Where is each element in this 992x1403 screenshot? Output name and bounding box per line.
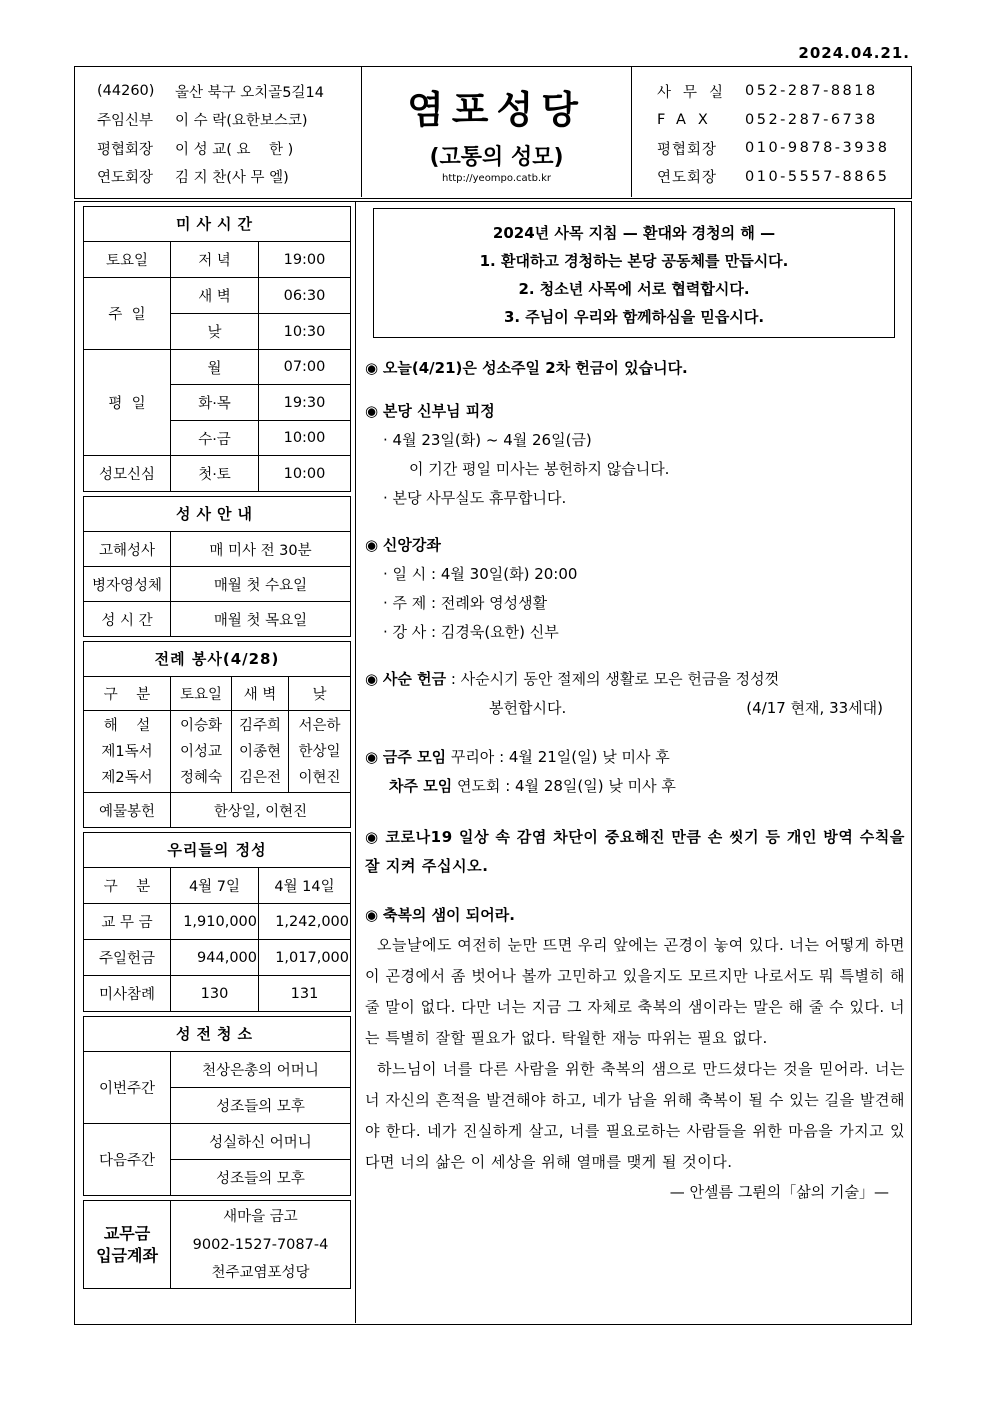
- offering-value: 130: [171, 976, 259, 1012]
- notice-line: · 본당 사무실도 휴무합니다.: [383, 489, 567, 507]
- notice-title: 사순 헌금: [382, 670, 447, 688]
- meeting-text: 꾸리아 : 4월 21일(일) 낮 미사 후: [446, 748, 670, 766]
- right-column: [365, 208, 905, 1207]
- yeondo-phone-row: [657, 163, 911, 192]
- offering-label: 주일헌금: [84, 940, 171, 976]
- cleaning-table: [83, 1051, 351, 1196]
- pastor-label: 주임신부: [97, 113, 154, 130]
- liturgy-roles: [84, 711, 171, 793]
- sacrament-label: 성 시 간: [84, 602, 171, 637]
- account-table: [83, 1200, 351, 1289]
- sacraments-table: [83, 531, 351, 637]
- council-label: 평협회장: [97, 141, 154, 158]
- meeting-text: 연도회 : 4월 28일(일) 낮 미사 후: [452, 777, 676, 795]
- bullet-icon: ◉: [365, 536, 379, 554]
- liturgy-person: 정혜숙: [179, 769, 223, 786]
- council-phone-row: [657, 134, 911, 163]
- postal-code: (44260): [97, 83, 155, 100]
- liturgy-title: 전례 봉사(4/28): [83, 641, 351, 676]
- mass-time: 10:30: [259, 314, 351, 350]
- notice-text: 오늘(4/21)은 성소주일 2차 헌금이 있습니다.: [382, 359, 688, 377]
- yeondo-phone: 010-5557-8865: [745, 168, 890, 185]
- address: 울산 북구 오치골5길14: [175, 84, 324, 101]
- mass-slot: 저 녁: [171, 242, 259, 278]
- mass-slot: 낮: [171, 314, 259, 350]
- meeting-label: 차주 모임: [389, 777, 453, 795]
- liturgy-dawn: [232, 711, 289, 793]
- bulletin-body: [74, 201, 912, 1325]
- mass-time: 10:00: [259, 456, 351, 492]
- bullet-icon: ◉: [365, 670, 379, 688]
- cleaning-title: 성전청소: [83, 1016, 351, 1051]
- parish-title: 염포성당: [407, 87, 586, 132]
- council-name: 이 성 교( 요 한 ): [175, 141, 294, 158]
- mass-times-title: 미사시간: [83, 206, 351, 241]
- liturgy-role: 제2독서: [101, 769, 153, 786]
- bullet-icon: ◉: [365, 906, 379, 924]
- cleaning-group: 성조들의 모후: [171, 1088, 351, 1124]
- mass-time: 06:30: [259, 278, 351, 314]
- mass-slot: 새 벽: [171, 278, 259, 314]
- parish-url: http://yeompo.catb.kr: [441, 173, 551, 184]
- offering-value: 1,910,000: [171, 904, 259, 940]
- notice-line: · 일 시 : 4월 30일(화) 20:00: [383, 565, 578, 583]
- offering-value: 131: [259, 976, 351, 1012]
- notice-count: (4/17 현재, 33세대): [746, 699, 883, 717]
- offer-value: 한상일, 이현진: [171, 793, 351, 828]
- fax-number: 052-287-6738: [745, 111, 878, 128]
- office-phone: 052-287-8818: [745, 83, 878, 100]
- account-details: [171, 1201, 351, 1289]
- offering-value: 1,017,000: [259, 940, 351, 976]
- liturgy-head: 새 벽: [232, 677, 289, 711]
- parish-info: [75, 67, 362, 197]
- offering-label: 미사참례: [84, 976, 171, 1012]
- mass-time: 07:00: [259, 350, 351, 385]
- bullet-icon: ◉: [365, 828, 380, 846]
- mass-slot: 첫·토: [171, 456, 259, 492]
- notice-line: 이 기간 평일 미사는 봉헌하지 않습니다.: [409, 460, 670, 478]
- liturgy-person: 서은하: [298, 717, 341, 734]
- deposit-account: [83, 1200, 351, 1289]
- pastoral-guidelines: [373, 208, 895, 338]
- office-row: [657, 77, 911, 106]
- offering-title: 우리들의 정성: [83, 832, 351, 867]
- liturgy-head: 낮: [289, 677, 351, 711]
- church-cleaning: [83, 1016, 351, 1196]
- notice-lent-offering: [365, 665, 905, 723]
- bullet-icon: ◉: [365, 359, 379, 377]
- account-holder: 천주교염포성당: [211, 1264, 310, 1281]
- council-phone: 010-9878-3938: [745, 140, 890, 157]
- sacraments: [83, 496, 351, 637]
- council-row: [97, 134, 361, 163]
- reflection-source: — 안셀름 그륀의「삶의 기술」—: [669, 1183, 889, 1201]
- contacts: [635, 67, 911, 197]
- masthead: [362, 67, 632, 197]
- notice-text: : 사순시기 동안 절제의 생활로 모은 헌금을 정성껏: [446, 670, 780, 688]
- reflection-paragraph: 하느님이 너를 다른 사람을 위한 축복의 샘으로 만드셨다는 것을 믿어라. 너는 너 자신의 흔적을 발견해야 하고, 네가 남을 위해 축복이 될 수 있는 길을 발견해야 한다. 네가 진실하게 살고, 너를 필요로하는 사람들을 위한 마음을 가지고 있다면 너의 삶은 이 세상을 위해 열매를 맺게 될 것이다.: [365, 1060, 905, 1171]
- mass-times-table: [83, 241, 351, 492]
- liturgy-person: 김주희: [238, 717, 282, 734]
- notice-covid: [365, 823, 905, 881]
- mass-day: 평 일: [84, 350, 171, 456]
- notice-title: 신앙강좌: [382, 536, 441, 554]
- sacraments-title: 성사안내: [83, 496, 351, 531]
- reflection-title: 축복의 샘이 되어라.: [382, 906, 515, 924]
- liturgy-person: 김은전: [238, 769, 282, 786]
- notice-vocation: [365, 354, 905, 383]
- offering-summary: [83, 832, 351, 1012]
- liturgy-role: 제1독서: [101, 743, 153, 760]
- sacrament-label: 병자영성체: [84, 567, 171, 602]
- notice-title: 본당 신부님 피정: [382, 402, 495, 420]
- liturgy-day: [289, 711, 351, 793]
- meeting-label: 금주 모임: [382, 748, 447, 766]
- liturgy-service: [83, 641, 351, 828]
- notice-text: 코로나19 일상 속 감염 차단이 중요해진 만큼 손 씻기 등 개인 방역 수칙을 잘 지켜 주십시오.: [365, 828, 905, 875]
- parish-subtitle: (고통의 성모): [429, 145, 564, 170]
- mass-slot: 수·금: [171, 421, 259, 456]
- mass-day: 성모신심: [84, 456, 171, 492]
- left-column: [83, 206, 351, 1293]
- notice-meetings: [365, 743, 905, 801]
- sacrament-value: 매월 첫 목요일: [171, 602, 351, 637]
- offering-table: [83, 867, 351, 1012]
- offering-value: 1,242,000: [259, 904, 351, 940]
- bullet-icon: ◉: [365, 402, 379, 420]
- notice-line: · 주 제 : 전례와 영성생활: [383, 594, 548, 612]
- address-row: [97, 77, 361, 106]
- offering-value: 944,000: [171, 940, 259, 976]
- cleaning-group: 성실하신 어머니: [171, 1124, 351, 1160]
- mass-time: 10:00: [259, 421, 351, 456]
- offer-label: 예물봉헌: [84, 793, 171, 828]
- reflection-paragraph: 오늘날에도 여전히 눈만 뜨면 우리 앞에는 곤경이 놓여 있다. 너는 어떻게 하면 이 곤경에서 좀 벗어나 볼까 고민하고 있을지도 모르지만 나로서도 뭐 특별히 해 줄 말이 없다. 다만 너는 지금 그 자체로 축복의 샘이라는 말은 해 줄 수 있다. 너는 특별히 잘할 필요가 없다. 탁월한 재능 따위는 필요 없다.: [365, 936, 905, 1047]
- liturgy-person: 이성교: [179, 743, 223, 760]
- pastor-row: [97, 106, 361, 135]
- offering-label: 교 무 금: [84, 904, 171, 940]
- sacrament-label: 고해성사: [84, 532, 171, 567]
- yeondo-label: 연도회장: [97, 170, 154, 187]
- notice-lecture: [365, 531, 905, 647]
- account-label-line2: 입금계좌: [96, 1245, 158, 1265]
- notice-text: 봉헌합시다.: [489, 699, 567, 717]
- pastoral-title: 2024년 사목 지침 — 환대와 경청의 해 —: [492, 224, 776, 242]
- account-label-line1: 교무금: [103, 1223, 151, 1243]
- mass-time: 19:30: [259, 385, 351, 421]
- mass-time: 19:00: [259, 242, 351, 278]
- yeondo-phone-label: 연도회장: [657, 170, 718, 187]
- pastoral-item: 3. 주님이 우리와 함께하심을 믿읍시다.: [503, 308, 765, 326]
- cleaning-week-label: 이번주간: [84, 1052, 171, 1124]
- cleaning-week-label: 다음주간: [84, 1124, 171, 1196]
- liturgy-table: [83, 676, 351, 828]
- sacrament-value: 매 미사 전 30분: [171, 532, 351, 567]
- pastoral-item: 1. 환대하고 경청하는 본당 공동체를 만듭시다.: [479, 252, 789, 270]
- bullet-icon: ◉: [365, 748, 379, 766]
- cleaning-group: 성조들의 모후: [171, 1160, 351, 1196]
- liturgy-sat: [171, 711, 232, 793]
- pastor-name: 이 수 락(요한보스코): [175, 113, 308, 130]
- column-divider: [355, 202, 356, 1323]
- liturgy-person: 이현진: [298, 769, 341, 786]
- notice-line: · 강 사 : 김경욱(요한) 신부: [383, 623, 559, 641]
- liturgy-head: 구 분: [84, 677, 171, 711]
- liturgy-person: 이종현: [238, 743, 282, 760]
- bank-name: 새마을 금고: [223, 1208, 298, 1225]
- liturgy-person: 이승화: [179, 717, 223, 734]
- offering-head: 4월 14일: [259, 868, 351, 904]
- notice-line: · 4월 23일(화) ~ 4월 26일(금): [383, 431, 592, 449]
- liturgy-role: 해 설: [103, 717, 151, 734]
- mass-slot: 월: [171, 350, 259, 385]
- offering-head: 구 분: [84, 868, 171, 904]
- cleaning-group: 천상은총의 어머니: [171, 1052, 351, 1088]
- fax-row: [657, 106, 911, 135]
- council-phone-label: 평협회장: [657, 141, 718, 158]
- office-label: 사무실: [657, 84, 736, 101]
- mass-times: [83, 206, 351, 492]
- liturgy-person: 한상일: [298, 743, 341, 760]
- mass-day: 토요일: [84, 242, 171, 278]
- liturgy-head: 토요일: [171, 677, 232, 711]
- offering-head: 4월 7일: [171, 868, 259, 904]
- yeondo-name: 김 지 찬(사 무 엘): [175, 170, 289, 187]
- fax-label: FAX: [657, 111, 720, 128]
- sacrament-value: 매월 첫 수요일: [171, 567, 351, 602]
- mass-slot: 화·목: [171, 385, 259, 421]
- account-number: 9002-1527-7087-4: [192, 1236, 329, 1253]
- mass-day: 주 일: [84, 278, 171, 350]
- notice-retreat: [365, 397, 905, 513]
- header: [74, 66, 912, 199]
- issue-date: 2024.04.21.: [798, 44, 910, 62]
- pastoral-item: 2. 청소년 사목에 서로 협력합시다.: [518, 280, 750, 298]
- yeondo-row: [97, 163, 361, 192]
- account-label: [84, 1201, 171, 1289]
- notice-reflection: [365, 901, 905, 1207]
